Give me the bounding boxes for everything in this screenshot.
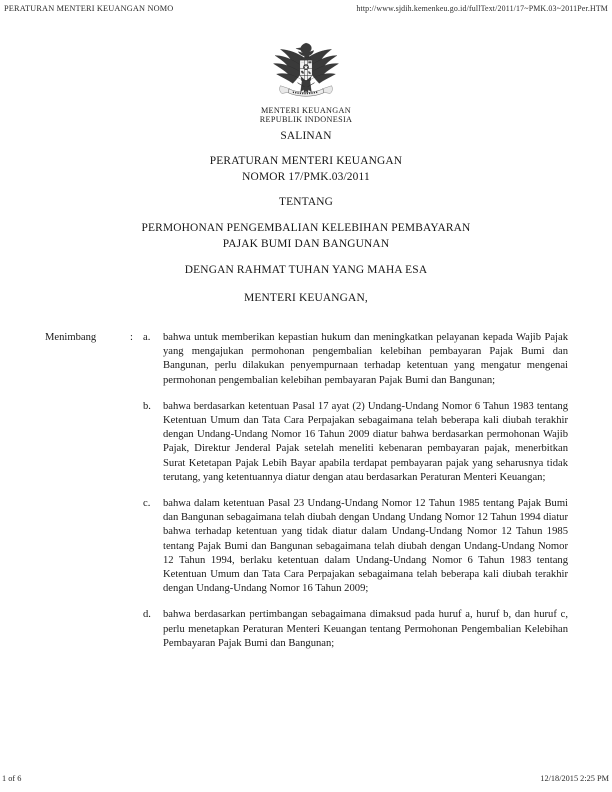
tentang-label: TENTANG	[278, 196, 334, 208]
considering-item	[143, 400, 568, 485]
considering-item-marker: a.	[143, 332, 151, 343]
regulation-subject-line2: PAJAK BUMI DAN BANGUNAN	[222, 238, 390, 250]
emblem-container	[0, 40, 612, 107]
considering-item-marker: d.	[143, 609, 151, 621]
print-footer	[0, 774, 612, 786]
page-number: 1 of 6	[2, 774, 22, 783]
considering-item-text: bahwa untuk memberikan kepastian hukum dan meningkatkan pelayanan kepada Wajib Pajak yang mengajukan permohonan pengembalian kelebihan pembayaran Pajak Bumi dan Bangunan, perlu dilakukan penyempurnaan terhadap ketentuan yang mengatur mengenai permohonan pengembalian kelebihan pembayaran Pajak Bumi dan Bangunan;	[163, 332, 568, 386]
considering-item-list	[143, 331, 568, 651]
considering-item	[143, 608, 568, 651]
issuing-authority: MENTERI KEUANGAN,	[244, 292, 368, 304]
garuda-pancasila-emblem-icon	[267, 40, 345, 102]
considering-item	[143, 331, 568, 388]
considering-colon: :	[130, 332, 133, 343]
emblem-caption-ministry: MENTERI KEUANGAN	[260, 106, 352, 115]
regulation-subject-line1: PERMOHONAN PENGEMBALIAN KELEBIHAN PEMBAYARAN	[141, 222, 471, 234]
emblem-caption-republic: REPUBLIK INDONESIA	[259, 115, 353, 124]
considering-item-text: bahwa berdasarkan ketentuan Pasal 17 ayat (2) Undang-Undang Nomor 6 Tahun 1983 tentang Ketentuan Umum dan Tata Cara Perpajakan sebagaimana telah beberapa kali diubah terakhir dengan Undang-Undang Nomor 16 Tahun 2009 diatur bahwa berdasarkan permohonan Wajib Pajak, Direktur Jenderal Pajak setelah meneliti kebenaran pembayaran pajak, menerbitkan Surat Ketetapan Pajak Lebih Bayar apabila terdapat pembayaran pajak yang seharusnya tidak terutang, yang ketentuannya diatur dengan atau berdasarkan Peraturan Menteri Keuangan;	[163, 400, 568, 483]
salinan-label: SALINAN	[280, 130, 332, 142]
print-timestamp: 12/18/2015 2:25 PM	[540, 774, 609, 783]
regulation-title-line1: PERATURAN MENTERI KEUANGAN	[209, 155, 403, 167]
considering-section	[45, 331, 568, 651]
considering-item-marker: c.	[143, 498, 151, 510]
considering-item	[143, 497, 568, 596]
considering-item-text: bahwa berdasarkan pertimbangan sebagaimana dimaksud pada huruf a, huruf b, dan huruf c, perlu menetapkan Peraturan Menteri Keuangan tentang Permohonan Pengembalian Kelebihan Pembayaran Pajak Bumi dan Bangunan;	[163, 609, 568, 649]
print-header	[0, 4, 612, 18]
considering-item-text: bahwa dalam ketentuan Pasal 23 Undang-Undang Nomor 12 Tahun 1985 tentang Pajak Bumi dan Bangunan sebagaimana telah diubah dengan Undang Undang Nomor 12 Tahun 1994 diatur bahwa terhadap ketentuan yang tidak diatur dalam Undang-Undang Nomor 12 Tahun 1985 tentang Pajak Bumi dan Bangunan sebagaimana telah diubah dengan Undang-Undang Nomor 12 Tahun 1994, berlaku ketentuan dalam Undang-Undang Nomor 6 Tahun 1983 tentang Ketentuan Umum dan Tata Cara Perpajakan sebagaimana telah beberapa kali diubah terakhir dengan Undang-Undang Nomor 16 Tahun 2009;	[163, 498, 568, 595]
regulation-number: NOMOR 17/PMK.03/2011	[242, 171, 370, 183]
blessing-line: DENGAN RAHMAT TUHAN YANG MAHA ESA	[184, 264, 428, 276]
print-header-title: PERATURAN MENTERI KEUANGAN NOMO	[4, 4, 174, 13]
considering-item-marker: b.	[143, 400, 151, 412]
considering-label: Menimbang	[45, 332, 97, 343]
print-header-url: http://www.sjdih.kemenkeu.go.id/fullText/2011/17~PMK.03~2011Per.HTM	[356, 4, 608, 13]
